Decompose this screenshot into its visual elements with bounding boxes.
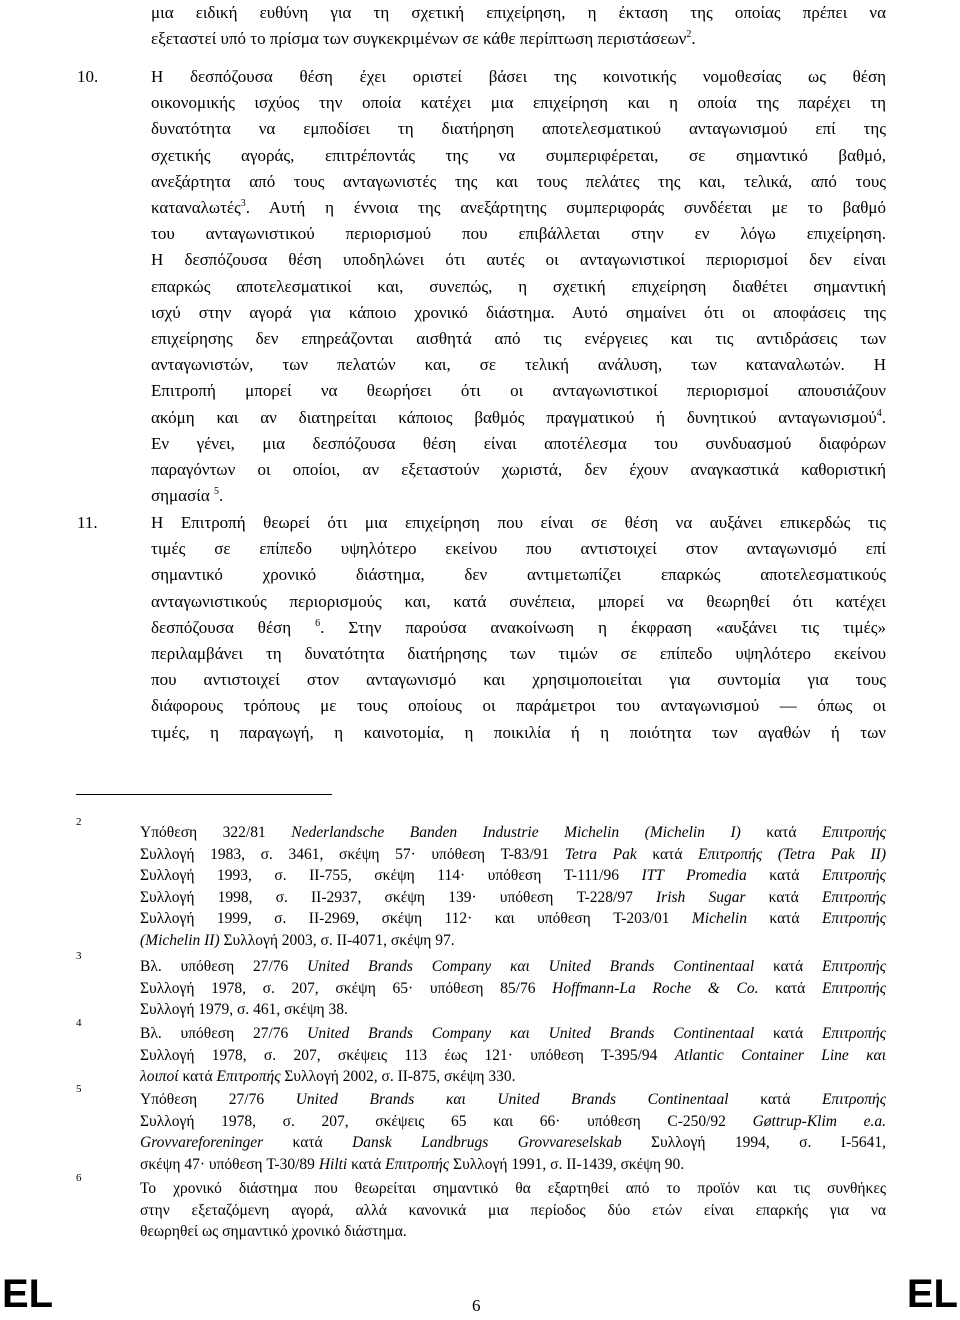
text-line — [140, 1154, 886, 1176]
text-line: παραγόντων οι οποίοι, αν εξεταστούν χωριστά, δεν έχουν αναγκαστικά καθοριστική — [151, 460, 886, 480]
text-line: σχετικής αγοράς, επιτρέποντάς της να συμπεριφέρεται, σε σημαντικό βαθμό, — [151, 145, 886, 165]
paragraph-11 — [77, 510, 886, 746]
text-segment: Συλλογή 1994, σ. I-5641, — [621, 1134, 886, 1152]
footnote-ref-3[interactable]: 3 — [240, 198, 246, 210]
text-segment: Επιτροπής — [821, 979, 886, 997]
text-segment: ITT Promedia — [641, 867, 747, 885]
text-line — [140, 978, 886, 1000]
text-segment: ακόμη και αν διατηρείται κάποιος βαθμός πραγματικού ή δυνητικού ανταγωνισμού — [151, 407, 877, 427]
footnote-number: 2 — [76, 816, 82, 828]
footnote-separator — [76, 794, 332, 795]
text-segment: Συλλογή 1998, σ. II-2937, σκέψη 139· υπόθεση T-228/97 — [140, 888, 656, 906]
text-segment: Hoffmann-La Roche & Co. — [552, 979, 759, 997]
text-segment: Επιτροπής — [821, 1091, 886, 1108]
text-line — [140, 844, 886, 866]
footnote-text — [140, 1023, 886, 1088]
text-segment: κατά — [754, 1025, 822, 1042]
text-segment: Atlantic Container Line και — [674, 1046, 886, 1064]
text-segment: Υπόθεση 322/81 — [140, 824, 292, 841]
text-segment: κατά — [263, 1134, 353, 1152]
footnote-number: 5 — [76, 1083, 82, 1095]
text-segment: (Michelin II) — [140, 931, 220, 949]
text-segment: Συλλογή 2003, σ. II-4071, σκέψη 97. — [219, 931, 455, 949]
footnote-ref-2[interactable]: 2 — [686, 29, 692, 41]
text-segment: . — [691, 29, 696, 49]
text-segment: Nederlandsche Banden Industrie Michelin (Michelin I) — [291, 824, 741, 841]
footnote-number: 6 — [76, 1172, 82, 1184]
text-segment: κατά — [636, 845, 699, 863]
text-segment: λοιποί — [140, 1068, 179, 1086]
text-line — [151, 615, 886, 641]
text-segment: καταναλωτές — [151, 198, 241, 218]
text-line — [151, 483, 886, 509]
text-segment: Επιτροπής — [385, 1155, 450, 1173]
paragraph-10 — [77, 64, 886, 509]
text-segment: σκέψη 47· υπόθεση T-30/89 — [140, 1155, 319, 1173]
text-line — [140, 1066, 886, 1088]
text-line — [140, 956, 886, 978]
footnote-ref-6[interactable]: 6 — [315, 617, 321, 629]
text-line: τιμές σε επίπεδο υψηλότερο εκείνου που αντιστοιχεί στον ανταγωνισμό επί — [151, 539, 886, 559]
text-segment: Grovvareforeninger — [140, 1134, 264, 1152]
text-segment: Michelin — [691, 910, 747, 928]
text-line: του ανταγωνιστικού περιορισμού που επιβάλλεται στην εν λόγω επιχείρηση. — [151, 224, 886, 244]
text-line: ανεξάρτητα από τους ανταγωνιστές της και τους πελάτες της και, τελικά, από τους — [151, 171, 886, 191]
text-line — [140, 887, 886, 909]
text-segment: United Brands και United Brands Continentaal — [295, 1091, 729, 1108]
text-segment: κατά — [758, 979, 822, 997]
language-code-left: EL — [2, 1272, 54, 1316]
text-line — [140, 1023, 886, 1045]
text-segment: United Brands Company και United Brands Continentaal — [307, 958, 755, 975]
text-segment: . — [218, 486, 224, 506]
text-segment: Επιτροπής — [821, 910, 886, 928]
text-line: Το χρονικό διάστημα που θεωρείται σημαντικό θα εξαρτηθεί από το προϊόν και τις συνθήκες — [140, 1180, 886, 1197]
text-segment: Επιτροπής — [821, 958, 886, 975]
text-segment: Συλλογή 1978, σ. 207, σκέψη 65· υπόθεση 85/76 — [140, 979, 553, 997]
text-segment: Συλλογή 1978, σ. 207, σκέψεις 65 και 66· υπόθεση C-250/92 — [140, 1112, 753, 1130]
text-line — [151, 195, 886, 221]
text-segment: Συλλογή 1991, σ. II-1439, σκέψη 90. — [449, 1155, 685, 1173]
footnote-number: 4 — [76, 1017, 82, 1029]
text-segment: Συλλογή 1978, σ. 207, σκέψεις 113 έως 121· υπόθεση T-395/94 — [140, 1046, 675, 1064]
text-segment: United Brands Company και United Brands Continentaal — [307, 1025, 755, 1042]
text-segment: Gøttrup-Klim e.a. — [752, 1112, 886, 1130]
text-line: Επιτροπή μπορεί να θεωρήσει ότι οι ανταγωνιστικοί περιορισμοί απουσιάζουν — [151, 381, 886, 401]
text-segment: κατά — [745, 888, 822, 906]
text-segment: . Στην παρούσα ανακοίνωση η έκφραση «αυξάνει τις τιμές» — [320, 617, 886, 637]
footnote-text — [140, 822, 886, 952]
text-segment: Συλλογή 2002, σ. II-875, σκέψη 330. — [280, 1068, 516, 1086]
text-line: διάφορους τρόπους με τους οποίους οι παράμετροι του ανταγωνισμού — όπως οι — [151, 696, 886, 716]
paragraph-number: 11. — [77, 513, 98, 532]
footnote-ref-4[interactable]: 4 — [876, 407, 882, 419]
text-line: Η δεσπόζουσα θέση έχει οριστεί βάσει της κοινοτικής νομοθεσίας ως θέση — [151, 67, 886, 86]
page-number: 6 — [472, 1296, 481, 1315]
text-segment: Βλ. υπόθεση 27/76 — [140, 1025, 308, 1042]
text-segment: Βλ. υπόθεση 27/76 — [140, 958, 308, 975]
text-segment: . — [881, 407, 886, 427]
text-line — [140, 908, 886, 930]
text-line: Συλλογή 1979, σ. 461, σκέψη 38. — [140, 1001, 348, 1019]
text-line: επαρκώς αποτελεσματικοί και, συνεπώς, η σχετική επιχείρηση διαθέτει σημαντική — [151, 276, 886, 296]
text-segment: κατά — [746, 910, 822, 928]
text-segment: σημασία — [151, 486, 210, 506]
text-line — [151, 26, 886, 52]
text-segment: εξεταστεί υπό το πρίσμα των συγκεκριμένων σε κάθε περίπτωση περιστάσεων — [151, 29, 687, 49]
text-line: τιμές, η παραγωγή, η καινοτομία, η ποικιλία ή η ποιότητα των αγαθών ή των — [151, 722, 886, 742]
text-segment: κατά — [178, 1068, 217, 1086]
footnote-text — [140, 1089, 886, 1175]
text-segment: Dansk Landbrugs Grovvareselskab — [352, 1134, 622, 1152]
text-line: στην εξεταζόμενη αγορά, αλλά κανονικά μια περίοδος δύο ετών είναι επαρκής για να — [140, 1201, 886, 1219]
footnote-ref-5[interactable]: 5 — [213, 486, 219, 498]
text-segment: κατά — [740, 824, 822, 841]
text-segment: Tetra Pak — [564, 845, 637, 863]
footnote-text — [140, 1178, 886, 1243]
paragraph-number: 10. — [77, 67, 99, 86]
footnote-number: 3 — [76, 950, 82, 962]
footnote-text — [140, 956, 886, 1021]
text-segment: Επιτροπής — [821, 824, 886, 841]
text-line: ισχύ στην αγορά για κάποιο χρονικό διάστημα. Αυτό σημαίνει ότι οι αποφάσεις της — [151, 302, 886, 322]
text-line: Η Επιτροπή θεωρεί ότι μια επιχείρηση που είναι σε θέση να αυξάνει επικερδώς τις — [151, 513, 886, 532]
text-line: περιλαμβάνει τη δυνατότητα διατήρησης των τιμών σε επίπεδο υψηλότερο εκείνου — [151, 644, 886, 664]
text-line: που αντιστοιχεί στον ανταγωνισμό και χρησιμοποιείται για συντομία για τους — [151, 670, 886, 690]
text-line: μια ειδική ευθύνη για τη σχετική επιχείρηση, η έκταση της οποίας πρέπει να — [151, 3, 886, 22]
text-segment: Συλλογή 1993, σ. II-755, σκέψη 114· υπόθεση T-111/96 — [140, 867, 642, 885]
text-segment: κατά — [728, 1091, 822, 1108]
text-segment: Irish Sugar — [656, 888, 746, 906]
text-segment: κατά — [754, 958, 822, 975]
text-line — [140, 930, 886, 952]
text-segment: . Αυτή η έννοια της ανεξάρτητης συμπεριφοράς συνδέεται με το βαθμό — [245, 198, 886, 218]
text-segment: Επιτροπής — [216, 1068, 281, 1086]
text-line: επιχείρησης δεν επηρεάζονται αισθητά από τις ενέργειες και τις αντιδράσεις των — [151, 329, 886, 349]
text-line: σημαντικό χρονικό διάστημα, δεν αντιμετωπίζει επαρκώς αποτελεσματικούς — [151, 565, 886, 585]
text-segment: κατά — [347, 1155, 386, 1173]
text-segment: Υπόθεση 27/76 — [140, 1091, 296, 1108]
text-segment: Επιτροπής — [821, 888, 886, 906]
text-segment: κατά — [746, 867, 822, 885]
text-line: οικονομικής ισχύος την οποία κατέχει μια επιχείρηση και η οποία της παρέχει τη — [151, 93, 886, 113]
continuation-paragraph — [151, 0, 886, 52]
text-line — [140, 1089, 886, 1111]
text-line — [140, 1045, 886, 1067]
text-segment: Συλλογή 1999, σ. II-2969, σκέψη 112· και υπόθεση T-203/01 — [140, 910, 692, 928]
text-line: δυνατότητα να εμποδίσει τη διατήρηση αποτελεσματικού ανταγωνισμού επί της — [151, 119, 886, 139]
text-line — [140, 1111, 886, 1133]
language-code-right: EL — [906, 1272, 958, 1316]
text-line: Η δεσπόζουσα θέση υποδηλώνει ότι αυτές οι ανταγωνιστικοί περιορισμοί δεν είναι — [151, 250, 886, 270]
text-line — [151, 405, 886, 431]
text-line: θεωρηθεί ως σημαντικό χρονικό διάστημα. — [140, 1223, 407, 1241]
text-segment: Επιτροπής (Tetra Pak II) — [698, 845, 886, 863]
text-line — [140, 1132, 886, 1154]
text-segment: Επιτροπής — [821, 867, 886, 885]
text-line — [140, 865, 886, 887]
text-segment: Hilti — [318, 1155, 348, 1173]
text-segment: Επιτροπής — [821, 1025, 886, 1042]
text-line: Εν γένει, μια δεσπόζουσα θέση είναι αποτέλεσμα του συνδυασμού διαφόρων — [151, 433, 886, 453]
text-line — [140, 822, 886, 844]
text-segment: Συλλογή 1983, σ. 3461, σκέψη 57· υπόθεση T-83/91 — [140, 845, 565, 863]
text-line: ανταγωνιστών, των πελατών και, σε τελική ανάλυση, των καταναλωτών. Η — [151, 355, 886, 375]
text-segment: δεσπόζουσα θέση — [151, 617, 292, 637]
text-line: ανταγωνιστικούς περιορισμούς και, κατά συνέπεια, μπορεί να θεωρηθεί ότι κατέχει — [151, 591, 886, 611]
